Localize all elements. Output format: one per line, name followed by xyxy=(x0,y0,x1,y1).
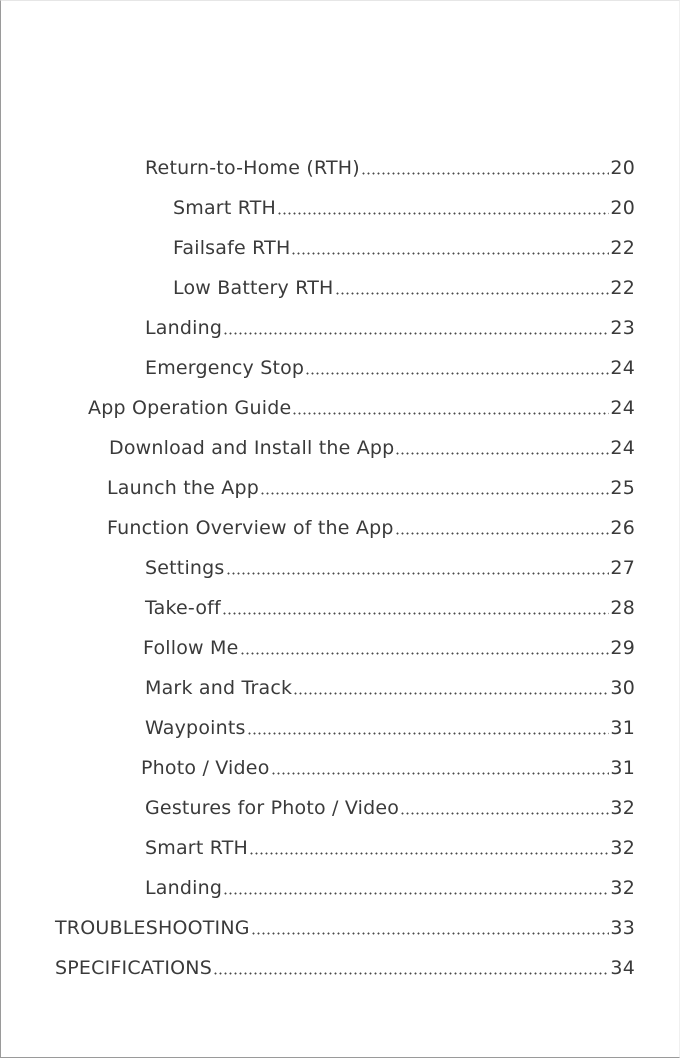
toc-entry-title: Download and Install the App xyxy=(109,437,395,459)
toc-leader-dots xyxy=(277,212,609,215)
toc-entry-specifications[interactable] xyxy=(55,948,635,988)
toc-entry-page: 32 xyxy=(610,837,635,859)
toc-entry-launch-app[interactable] xyxy=(107,468,635,508)
toc-entry-smart-rth[interactable] xyxy=(173,188,635,228)
toc-entry-page: 24 xyxy=(610,357,635,379)
toc-leader-dots xyxy=(335,292,609,295)
toc-leader-dots xyxy=(305,372,609,375)
toc-leader-dots xyxy=(395,452,609,455)
toc-entry-follow-me[interactable] xyxy=(143,628,635,668)
toc-entry-title: Photo / Video xyxy=(141,757,270,779)
toc-entry-page: 22 xyxy=(610,237,635,259)
toc-entry-title: Landing xyxy=(145,317,223,339)
toc-entry-title: Settings xyxy=(145,557,225,579)
toc-entry-page: 31 xyxy=(610,717,635,739)
toc-entry-title: Function Overview of the App xyxy=(107,517,394,539)
toc-leader-dots xyxy=(260,492,609,495)
toc-entry-title: Gestures for Photo / Video xyxy=(145,797,400,819)
toc-leader-dots xyxy=(361,172,609,175)
toc-leader-dots xyxy=(395,532,609,535)
toc-leader-dots xyxy=(223,892,609,895)
toc-entry-title: Smart RTH xyxy=(145,837,249,859)
toc-entry-troubleshooting[interactable] xyxy=(55,908,635,948)
toc-entry-page: 23 xyxy=(610,317,635,339)
toc-entry-download-install-app[interactable] xyxy=(109,428,635,468)
toc-entry-page: 34 xyxy=(610,957,635,979)
toc-leader-dots xyxy=(222,612,609,615)
toc-entry-title: Low Battery RTH xyxy=(173,277,334,299)
toc-leader-dots xyxy=(251,932,609,935)
toc-entry-settings[interactable] xyxy=(145,548,635,588)
toc-entry-page: 20 xyxy=(610,157,635,179)
toc-entry-smart-rth-app[interactable] xyxy=(145,828,635,868)
toc-entry-page: 22 xyxy=(610,277,635,299)
toc-entry-low-battery-rth[interactable] xyxy=(173,268,635,308)
toc-entry-title: Landing xyxy=(145,877,223,899)
toc-entry-page: 33 xyxy=(610,917,635,939)
toc-entry-title: Failsafe RTH xyxy=(173,237,291,259)
toc-entry-title: Take-off xyxy=(145,597,221,619)
toc-entry-title: Launch the App xyxy=(107,477,259,499)
toc-entry-title: Follow Me xyxy=(143,637,239,659)
toc-entry-title: TROUBLESHOOTING xyxy=(55,917,250,939)
toc-entry-page: 31 xyxy=(610,757,635,779)
toc-entry-title: App Operation Guide xyxy=(88,397,292,419)
toc-entry-photo-video[interactable] xyxy=(141,748,635,788)
toc-entry-return-to-home[interactable] xyxy=(145,148,635,188)
toc-entry-function-overview[interactable] xyxy=(107,508,635,548)
toc-entry-mark-and-track[interactable] xyxy=(145,668,635,708)
toc-entry-title: Emergency Stop xyxy=(145,357,305,379)
toc-entry-page: 29 xyxy=(610,637,635,659)
toc-entry-page: 24 xyxy=(610,437,635,459)
toc-entry-page: 26 xyxy=(610,517,635,539)
toc-entry-page: 24 xyxy=(610,397,635,419)
toc-entry-take-off[interactable] xyxy=(145,588,635,628)
toc-entry-page: 20 xyxy=(610,197,635,219)
toc-entry-title: Waypoints xyxy=(145,717,246,739)
toc-leader-dots xyxy=(292,412,609,415)
toc-entry-page: 25 xyxy=(610,477,635,499)
toc-entry-title: Return-to-Home (RTH) xyxy=(145,157,360,179)
toc-entry-landing[interactable] xyxy=(145,308,635,348)
toc-entry-title: Smart RTH xyxy=(173,197,277,219)
toc-entry-page: 32 xyxy=(610,877,635,899)
toc-entry-gestures-photo-video[interactable] xyxy=(145,788,635,828)
toc-leader-dots xyxy=(240,652,609,655)
toc-leader-dots xyxy=(291,252,609,255)
toc-entry-app-operation-guide[interactable] xyxy=(88,388,635,428)
toc-entry-page: 32 xyxy=(610,797,635,819)
toc-entry-page: 28 xyxy=(610,597,635,619)
toc-leader-dots xyxy=(247,732,609,735)
toc-entry-page: 30 xyxy=(610,677,635,699)
toc-entry-failsafe-rth[interactable] xyxy=(173,228,635,268)
toc-leader-dots xyxy=(400,812,609,815)
toc-entry-waypoints[interactable] xyxy=(145,708,635,748)
toc-leader-dots xyxy=(213,972,609,975)
toc-leader-dots xyxy=(223,332,609,335)
toc-entry-emergency-stop[interactable] xyxy=(145,348,635,388)
toc-leader-dots xyxy=(293,692,609,695)
toc-entry-landing-app[interactable] xyxy=(145,868,635,908)
toc-entry-page: 27 xyxy=(610,557,635,579)
toc-entry-title: SPECIFICATIONS xyxy=(55,957,212,979)
toc-entry-title: Mark and Track xyxy=(145,677,293,699)
toc-leader-dots xyxy=(271,772,609,775)
toc-leader-dots xyxy=(226,572,609,575)
toc-leader-dots xyxy=(249,852,609,855)
